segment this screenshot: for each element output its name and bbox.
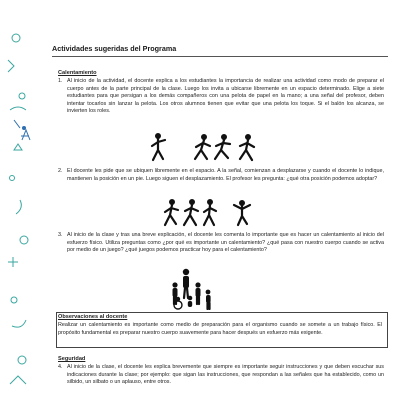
item-text: Al inicio de la clase, el docente les explica brevemente que siempre es importante seguir instrucciones y que deben escuchar sus indicaciones durante la clase; por ejemplo: que sigan las instrucciones, que respondan a las señales que ha establecido, como un silbido, un silbato o un aplauso, entre otros. (67, 364, 384, 386)
list-item (58, 364, 384, 387)
item-text: Al inicio de la actividad, el docente explica a los estudiantes la importancia de realizar una actividad como modo de preparar el cuerpo antes de la parte principal de la clase. Luego los invita a ubicarse libremente en un espacio determinado. Elige a siete estudiantes para que persigan a los demás compañeros con una pelota de papel en la mano; a una señal del profesor, deben intentar tocarlos sin lanzar la pelota. Los otros alumnos tienen que evitar que una pelota los toque. Si el balón los alcanza, se invierten los roles. (67, 78, 384, 115)
item-text: Al inicio de la clase y tras una breve explicación, el docente les comenta lo importante que es hacer un calentamiento al inicio del esfuerzo físico. Utiliza preguntas como ¿por qué es importante un calentamiento? ¿qué pasa con nuestro cuerpo cuando se activa por medio de un juego? ¿qué juegos podemos practicar hoy para el calentamiento? (67, 232, 384, 254)
observations-heading: Observaciones al docente (58, 314, 128, 320)
item-number: 2. (58, 168, 63, 174)
page-title: Actividades sugeridas del Programa (52, 44, 177, 53)
list-item (58, 78, 384, 116)
stretching-children-icon (162, 198, 256, 228)
doodle-border-icon (0, 0, 44, 400)
observations-text: Realizar un calentamiento es importante como medio de preparación para el organismo cuando se somete a un trabajo físico. El propósito fundamental es preparar nuestro cuerpo suavemente para hacer después un esfuerzo más exigente. (58, 322, 382, 336)
item-number: 4. (58, 364, 63, 370)
group-of-children-icon (166, 268, 216, 310)
section-heading-warmup: Calentamiento (58, 70, 97, 76)
list-item (58, 168, 384, 183)
running-children-icon (148, 132, 260, 164)
item-number: 1. (58, 78, 63, 84)
list-item (58, 232, 384, 255)
item-text: El docente les pide que se ubiquen libremente en el espacio. A la señal, comienzan a desplazarse y cuando el docente lo indique, mantienen la posición en un pie. Luego siguen el desplazamiento. El profesor les pregunta: ¿qué otra posición podemos adoptar? (67, 168, 384, 182)
section-heading-safety: Seguridad (58, 356, 86, 362)
item-number: 3. (58, 232, 63, 238)
title-divider (52, 56, 388, 57)
